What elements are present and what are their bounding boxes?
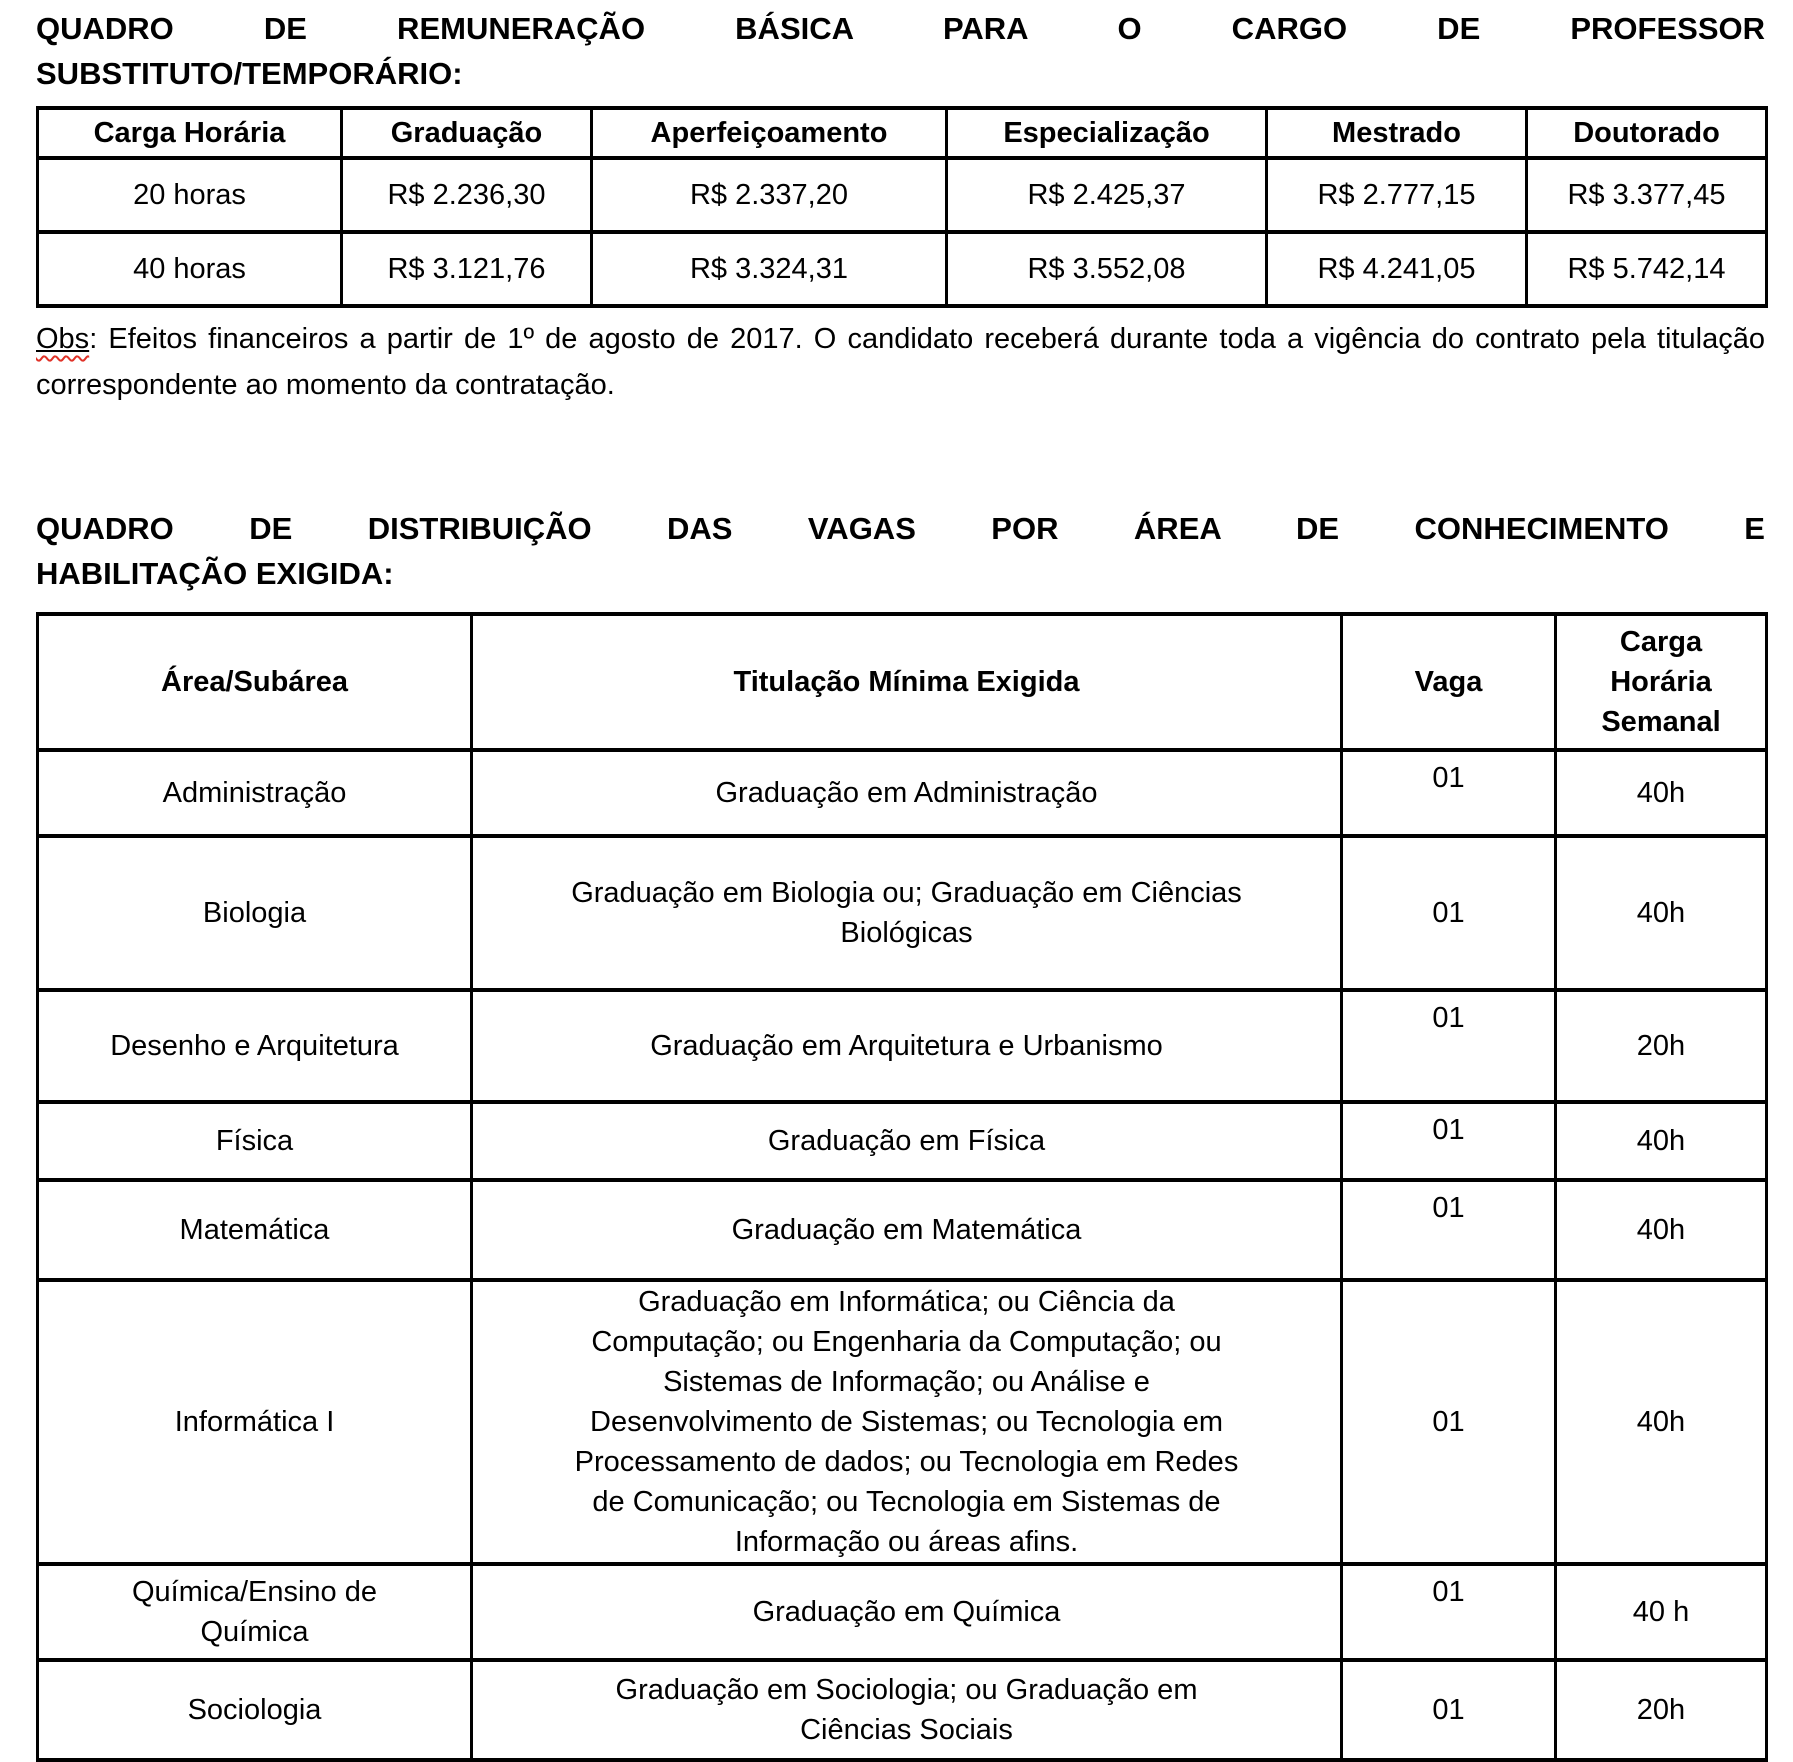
remuneration-table-body	[38, 158, 1767, 306]
cell-carga-horaria: 40h	[1556, 1102, 1767, 1180]
remuneration-title-line1: QUADRO DE REMUNERAÇÃO BÁSICA PARA O CARGO DE PROFESSOR	[36, 11, 1765, 46]
cell-valor: R$ 2.425,37	[947, 158, 1267, 232]
cell-vaga: 01	[1342, 990, 1556, 1102]
cell-valor: R$ 2.236,30	[342, 158, 592, 232]
cell-area: Desenho e Arquitetura	[38, 990, 472, 1102]
cell-titulacao: Graduação em Informática; ou Ciência da Computação; ou Engenharia da Computação; ou Sistemas de Informação; ou Análise e Desenvolvimento de Sistemas; ou Tecnologia em Processamento de dados; ou Tecnologia em Redes de Comunicação; ou Tecnologia em Sistemas de Informação ou áreas afins.	[472, 1280, 1342, 1564]
cell-vaga: 01	[1342, 1102, 1556, 1180]
cell-carga-horaria: 40 h	[1556, 1564, 1767, 1660]
header-carga-horaria: Carga Horária	[38, 108, 342, 158]
cell-carga: 40 horas	[38, 232, 342, 306]
table-row	[38, 990, 1767, 1102]
table-row	[38, 1180, 1767, 1280]
table-header-row	[38, 108, 1767, 158]
vacancies-title	[36, 506, 1765, 596]
table-row	[38, 1280, 1767, 1564]
cell-titulacao: Graduação em Arquitetura e Urbanismo	[472, 990, 1342, 1102]
cell-titulacao: Graduação em Química	[472, 1564, 1342, 1660]
vacancies-table-header	[38, 614, 1767, 750]
cell-titulacao: Graduação em Matemática	[472, 1180, 1342, 1280]
header-titulacao-minima: Titulação Mínima Exigida	[472, 614, 1342, 750]
table-row	[38, 232, 1767, 306]
cell-area: Informática I	[38, 1280, 472, 1564]
cell-titulacao: Graduação em Biologia ou; Graduação em Ciências Biológicas	[472, 836, 1342, 990]
cell-carga-horaria: 40h	[1556, 1180, 1767, 1280]
table-row	[38, 158, 1767, 232]
cell-carga-horaria: 20h	[1556, 990, 1767, 1102]
table-row	[38, 1102, 1767, 1180]
table-row	[38, 836, 1767, 990]
cell-valor: R$ 3.121,76	[342, 232, 592, 306]
cell-valor: R$ 3.552,08	[947, 232, 1267, 306]
cell-area: Química/Ensino de Química	[38, 1564, 472, 1660]
obs-text: Efeitos financeiros a partir de 1º de agosto de 2017. O candidato receberá durante toda a vigência do contrato pela titulação correspondente ao momento da contratação.	[36, 323, 1765, 401]
header-mestrado: Mestrado	[1267, 108, 1527, 158]
remuneration-title-line2: SUBSTITUTO/TEMPORÁRIO:	[36, 56, 463, 91]
cell-area: Administração	[38, 750, 472, 836]
cell-vaga: 01	[1342, 1660, 1556, 1760]
header-carga-horaria-semanal: Carga Horária Semanal	[1556, 614, 1767, 750]
cell-titulacao: Graduação em Física	[472, 1102, 1342, 1180]
cell-carga: 20 horas	[38, 158, 342, 232]
header-doutorado: Doutorado	[1527, 108, 1767, 158]
cell-area: Física	[38, 1102, 472, 1180]
cell-area: Sociologia	[38, 1660, 472, 1760]
cell-carga-horaria: 20h	[1556, 1660, 1767, 1760]
cell-valor: R$ 5.742,14	[1527, 232, 1767, 306]
header-vaga: Vaga	[1342, 614, 1556, 750]
obs-label: Obs	[36, 323, 90, 355]
cell-carga-horaria: 40h	[1556, 836, 1767, 990]
obs-note	[36, 316, 1765, 408]
cell-carga-horaria: 40h	[1556, 1280, 1767, 1564]
cell-valor: R$ 3.377,45	[1527, 158, 1767, 232]
remuneration-table	[36, 106, 1768, 308]
table-row	[38, 1660, 1767, 1760]
vacancies-title-line1: QUADRO DE DISTRIBUIÇÃO DAS VAGAS POR ÁREA DE CONHECIMENTO E	[36, 511, 1765, 546]
vacancies-title-line2: HABILITAÇÃO EXIGIDA:	[36, 556, 394, 591]
table-header-row	[38, 614, 1767, 750]
vacancies-table-body	[38, 750, 1767, 1760]
obs-separator: :	[89, 323, 109, 355]
header-graduacao: Graduação	[342, 108, 592, 158]
remuneration-title	[36, 6, 1765, 96]
header-aperfeicoamento: Aperfeiçoamento	[592, 108, 947, 158]
cell-vaga: 01	[1342, 1180, 1556, 1280]
header-especializacao: Especialização	[947, 108, 1267, 158]
remuneration-table-header	[38, 108, 1767, 158]
vacancies-table	[36, 612, 1768, 1762]
cell-valor: R$ 2.777,15	[1267, 158, 1527, 232]
cell-vaga: 01	[1342, 1280, 1556, 1564]
cell-area: Biologia	[38, 836, 472, 990]
cell-carga-horaria: 40h	[1556, 750, 1767, 836]
cell-valor: R$ 3.324,31	[592, 232, 947, 306]
cell-vaga: 01	[1342, 836, 1556, 990]
table-row	[38, 750, 1767, 836]
cell-vaga: 01	[1342, 750, 1556, 836]
table-row	[38, 1564, 1767, 1660]
header-area-subarea: Área/Subárea	[38, 614, 472, 750]
cell-titulacao: Graduação em Administração	[472, 750, 1342, 836]
cell-area: Matemática	[38, 1180, 472, 1280]
cell-vaga: 01	[1342, 1564, 1556, 1660]
cell-valor: R$ 4.241,05	[1267, 232, 1527, 306]
cell-valor: R$ 2.337,20	[592, 158, 947, 232]
cell-titulacao: Graduação em Sociologia; ou Graduação em Ciências Sociais	[472, 1660, 1342, 1760]
